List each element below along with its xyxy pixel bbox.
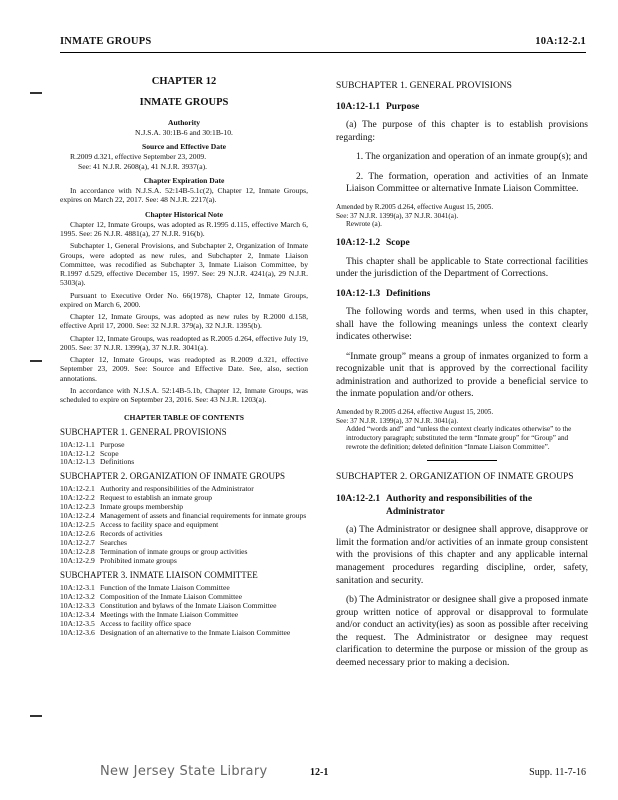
section-paragraph: (a) The purpose of this chapter is to establish provisions regarding: bbox=[336, 120, 588, 143]
toc-row[interactable]: 10A:12-2.4 Management of assets and financial requirements for inmate groups bbox=[60, 511, 307, 521]
toc-subchapter-1 bbox=[60, 427, 308, 468]
section-heading-1-2: 10A:12-1.2 Scope bbox=[336, 238, 410, 249]
supplement-date: Supp. 11-7-16 bbox=[529, 767, 586, 778]
expiration-text: In accordance with N.J.S.A. 52:14B-5.1c(2), Chapter 12, Inmate Groups, expires on March 22, 2017. See: 48 N.J.R. 2217(a). bbox=[60, 186, 308, 205]
page-footer bbox=[60, 764, 586, 784]
expiration-heading: Chapter Expiration Date bbox=[143, 175, 225, 185]
toc-row[interactable]: 10A:12-2.1 Authority and responsibilities of the Administrator bbox=[60, 484, 254, 494]
section-paragraph: This chapter shall be applicable to State correctional facilities under the jurisdiction of the Department of Corrections. bbox=[336, 256, 588, 280]
chapter-title: INMATE GROUPS bbox=[139, 96, 229, 108]
toc-row[interactable]: 10A:12-3.2 Composition of the Inmate Liaison Committee bbox=[60, 591, 242, 601]
amendment-note: Amended by R.2005 d.264, effective August 15, 2005. See: 37 N.J.R. 1399(a), 37 N.J.R. 3041(a). Added “words and” and “unless the context clearly indicates otherwise” to the introductory paragraph; substituted the term “Inmate group” for “Group” and rewrote the definition; deleted definition “Inmate Liaison Committee”. bbox=[336, 407, 572, 452]
history-note: Pursuant to Executive Order No. 66(1978), Chapter 12, Inmate Groups, expired on March 6, 2000. bbox=[60, 290, 308, 309]
source-heading: Source and Effective Date bbox=[141, 142, 226, 152]
toc-subchapter-heading: SUBCHAPTER 2. ORGANIZATION OF INMATE GROUPS bbox=[60, 471, 286, 482]
toc-row[interactable]: 10A:12-1.3 Definitions bbox=[60, 457, 135, 467]
section-paragraph: 2. The formation, operation and activities of an Inmate Liaison Committee or alternative Inmate Liaison Committee. bbox=[346, 171, 588, 195]
history-note: Chapter 12, Inmate Groups, was readopted as R.2009 d.321, effective September 23, 2009. See: Source and Effective Date. See, also, section annotations. bbox=[60, 355, 308, 383]
toc-row[interactable]: 10A:12-2.7 Searches bbox=[60, 538, 127, 548]
header-rule bbox=[60, 52, 586, 53]
toc-subchapter-2 bbox=[60, 471, 308, 566]
chapter-number: CHAPTER 12 bbox=[151, 76, 217, 87]
section-paragraph: (b) The Administrator or designee shall give a proposed inmate group written notice of approval or disapproval to formulate and/or conduct an activity(ies) as soon as possible after receiving the request. The Administrator or designee may request clarification to determine the purpose or mission of the group as deemed necessary prior to making a decision. bbox=[336, 595, 588, 668]
toc-title: CHAPTER TABLE OF CONTENTS bbox=[124, 413, 244, 423]
toc-row[interactable]: 10A:12-2.6 Records of activities bbox=[60, 529, 163, 539]
toc-row[interactable]: 10A:12-3.3 Constitution and bylaws of the Inmate Liaison Committee bbox=[60, 600, 277, 610]
toc-subchapter-3 bbox=[60, 570, 308, 638]
section-divider bbox=[427, 460, 497, 461]
authority-heading: Authority bbox=[167, 117, 201, 127]
history-heading: Chapter Historical Note bbox=[145, 209, 223, 219]
history-note: Subchapter 1, General Provisions, and Subchapter 2, Organization of Inmate Groups, were adopted as new rules, and Subchapter 2, Inmate Liaison Committee, was recodified as Subchapter 3, Inmate Liaison Committee, by R.1997 d.529, effective December 15, 1997. See: 29 N.J.R. 4241(a), 29 N.J.R. 5303(a). bbox=[60, 241, 308, 288]
history-note: Chapter 12, Inmate Groups, was readopted as R.2005 d.264, effective July 19, 2005. See: 37 N.J.R. 1399(a), 37 N.J.R. 3041(a). bbox=[60, 333, 308, 352]
toc-row[interactable]: 10A:12-3.4 Meetings with the Inmate Liaison Committee bbox=[60, 609, 239, 619]
history-note: Chapter 12, Inmate Groups, was adopted as R.1995 d.115, effective March 6, 1995. See: 26 N.J.R. 4881(a), 27 N.J.R. 916(b). bbox=[60, 219, 308, 239]
history-note: In accordance with N.J.S.A. 52:14B-5.1b, Chapter 12, Inmate Groups, was scheduled to expire on September 23, 2016. See: 43 N.J.R. 1203(a). bbox=[60, 385, 308, 405]
section-paragraph: 1. The organization and operation of an inmate group(s); and bbox=[356, 152, 588, 163]
amendment-note: Amended by R.2005 d.264, effective August 15, 2005. See: 37 N.J.R. 1399(a), 37 N.J.R. 3041(a). Rewrote (a). bbox=[336, 202, 494, 229]
source-text: R.2009 d.321, effective September 23, 2009. See: 41 N.J.R. 2608(a), 41 N.J.R. 3937(a). bbox=[70, 152, 208, 171]
subchapter-1-heading: SUBCHAPTER 1. GENERAL PROVISIONS bbox=[336, 81, 512, 91]
section-heading-2-1: 10A:12-2.1 Authority and responsibilities of the Administrator bbox=[336, 494, 533, 517]
toc-subchapter-heading: SUBCHAPTER 3. INMATE LIAISON COMMITTEE bbox=[60, 569, 258, 580]
toc-row[interactable]: 10A:12-2.9 Prohibited inmate groups bbox=[60, 556, 177, 566]
history-notes bbox=[60, 220, 308, 405]
toc-row[interactable]: 10A:12-3.1 Function of the Inmate Liaison Committee bbox=[60, 582, 230, 592]
section-paragraph: The following words and terms, when used in this chapter, shall have the following meanings unless the context clearly indicates otherwise: bbox=[336, 307, 588, 343]
toc-row[interactable]: 10A:12-1.2 Scope bbox=[60, 448, 119, 458]
margin-mark bbox=[30, 92, 42, 94]
history-note: Chapter 12, Inmate Groups, was adopted as new rules by R.2000 d.158, effective April 17, 2000. See: 32 N.J.R. 379(a), 32 N.J.R. 1395(b). bbox=[60, 312, 308, 331]
header-title: INMATE GROUPS bbox=[60, 36, 152, 47]
toc-subchapter-heading: SUBCHAPTER 1. GENERAL PROVISIONS bbox=[60, 426, 227, 437]
subchapter-2-heading: SUBCHAPTER 2. ORGANIZATION OF INMATE GROUPS bbox=[336, 471, 574, 482]
toc-row[interactable]: 10A:12-3.6 Designation of an alternative to the Inmate Liaison Committee bbox=[60, 627, 291, 637]
toc-row[interactable]: 10A:12-2.8 Termination of inmate groups or group activities bbox=[60, 547, 248, 557]
margin-mark bbox=[30, 360, 42, 362]
margin-mark bbox=[30, 715, 42, 717]
section-heading-1-1: 10A:12-1.1 Purpose bbox=[336, 101, 420, 112]
page-number: 12-1 bbox=[310, 767, 329, 778]
toc-row[interactable]: 10A:12-2.5 Access to facility space and equipment bbox=[60, 520, 219, 530]
right-column bbox=[336, 80, 588, 676]
library-watermark: New Jersey State Library bbox=[100, 764, 268, 779]
section-paragraph: (a) The Administrator or designee shall approve, disapprove or limit the formation and/or activities of an inmate group consistent with the provisions of this chapter and any applicable internal management procedures regarding discipline, order, safety, sanitation and security. bbox=[336, 525, 588, 586]
authority-text: N.J.S.A. 30:1B-6 and 30:1B-10. bbox=[135, 127, 233, 137]
toc-row[interactable]: 10A:12-2.2 Request to establish an inmate group bbox=[60, 493, 212, 503]
definition-paragraph: “Inmate group” means a group of inmates organized to form a recognizable unit that is approved by the correctional facility administration and authorized to provide a beneficial service to the inmate population and/or others. bbox=[336, 351, 588, 400]
toc-row[interactable]: 10A:12-3.5 Access to facility office space bbox=[60, 618, 191, 628]
toc-row[interactable]: 10A:12-1.1 Purpose bbox=[60, 439, 125, 449]
section-heading-1-3: 10A:12-1.3 Definitions bbox=[336, 288, 431, 299]
left-column bbox=[60, 76, 308, 638]
toc-row[interactable]: 10A:12-2.3 Inmate groups membership bbox=[60, 502, 184, 512]
header-section: 10A:12-2.1 bbox=[535, 36, 586, 47]
running-header bbox=[60, 36, 586, 50]
